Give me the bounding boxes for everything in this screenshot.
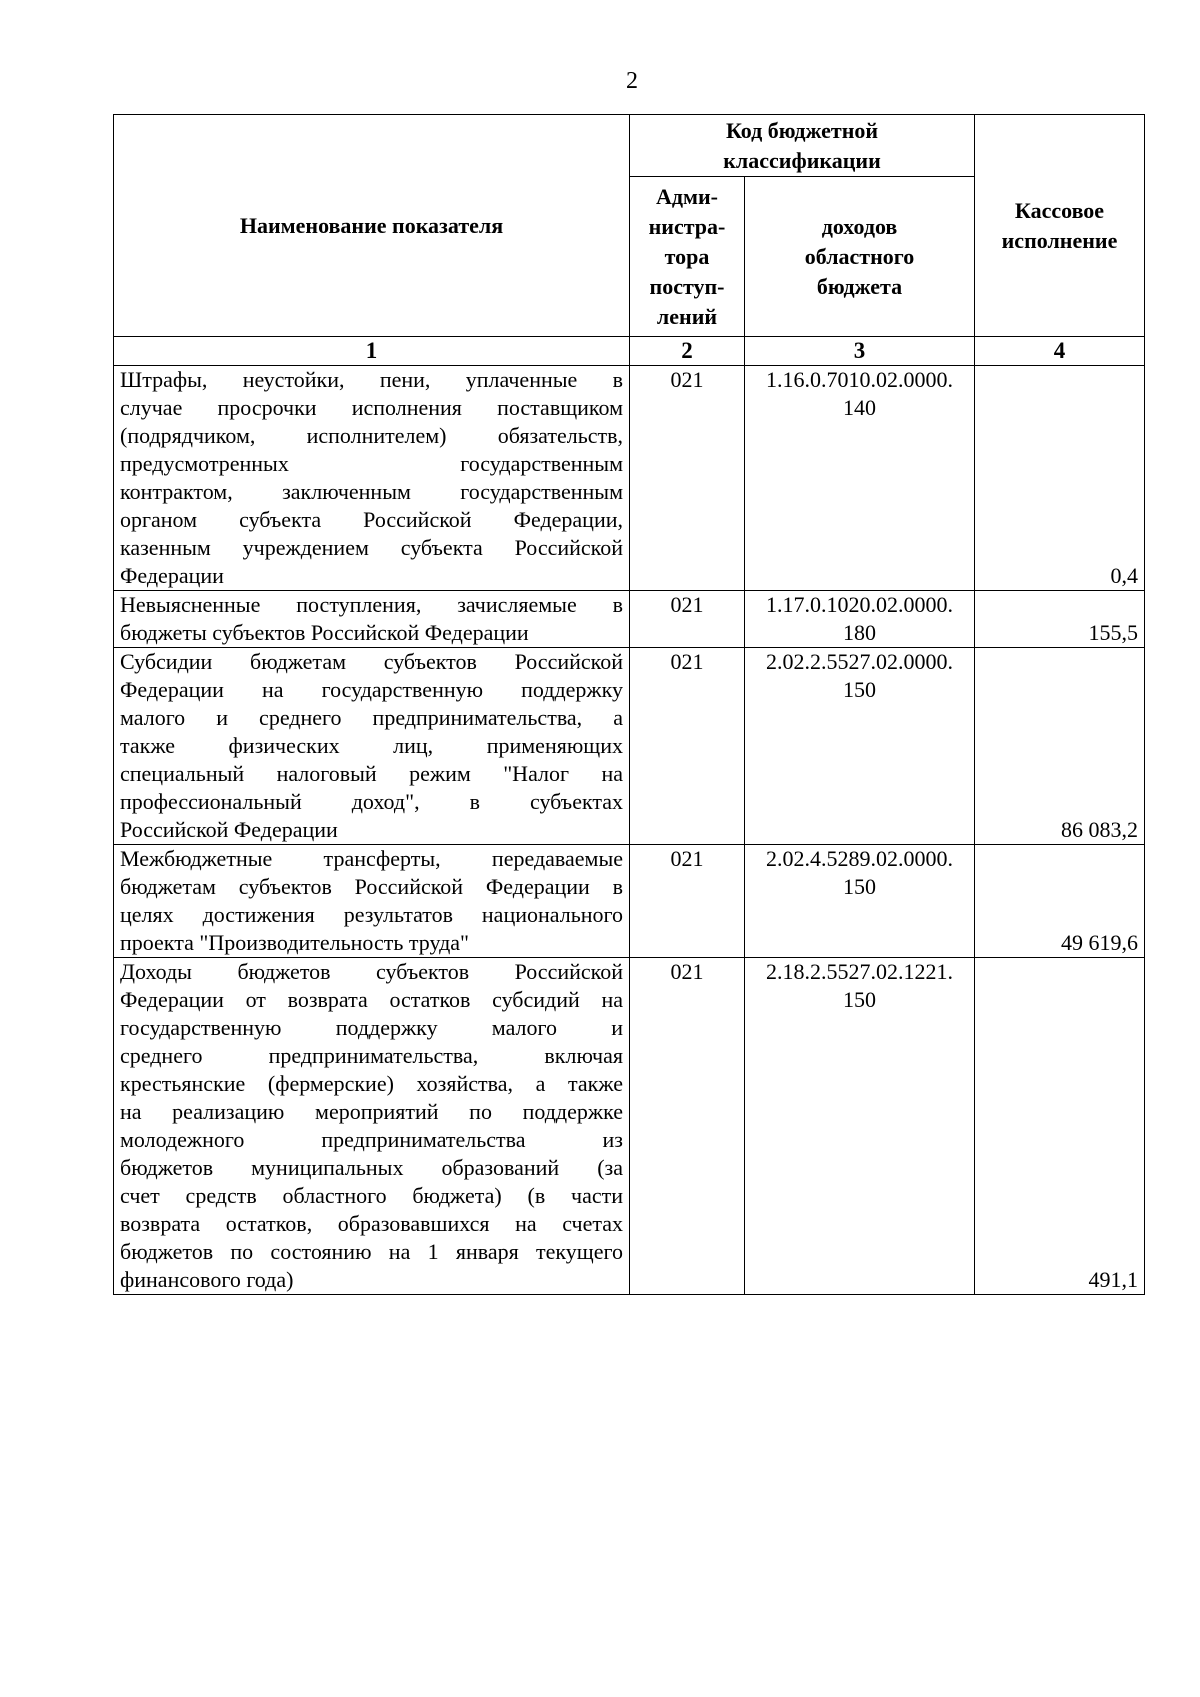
header-budget-code-group: Код бюджетной классификации (630, 115, 975, 177)
table-row (114, 958, 1145, 1295)
indicator-name-line: Штрафы, неустойки, пени, уплаченные в (120, 367, 623, 392)
indicator-name-cell (114, 958, 630, 1295)
indicator-name-line: Российской Федерации (120, 817, 338, 842)
indicator-name-line: целях достижения результатов национального (120, 902, 623, 927)
indicator-name-line: также физических лиц, применяющих (120, 733, 623, 758)
header-admin-line: тора (664, 243, 710, 269)
header-admin-line: поступ- (649, 273, 725, 299)
administrator-code-cell: 021 (630, 958, 745, 1295)
indicator-name-line: Межбюджетные трансферты, передаваемые (120, 846, 623, 871)
income-code-line: 150 (843, 677, 876, 702)
indicator-name-cell (114, 591, 630, 648)
page-number: 2 (626, 68, 638, 94)
indicator-name-line: Доходы бюджетов субъектов Российской (120, 959, 623, 984)
header-cash-line: исполнение (1001, 227, 1118, 253)
column-numbers-row (114, 337, 1145, 366)
table-row (114, 366, 1145, 591)
cash-execution-amount: 49 619,6 (975, 845, 1145, 958)
header-income-line: областного (804, 243, 915, 269)
administrator-code-cell: 021 (630, 845, 745, 958)
budget-table (113, 114, 1145, 1295)
indicator-name-cell (114, 648, 630, 845)
indicator-name-line: финансового года) (120, 1267, 294, 1292)
header-income-line: доходов (821, 213, 898, 239)
income-code-line: 140 (843, 395, 876, 420)
header-indicator-name: Наименование показателя (114, 115, 630, 337)
indicator-name-line: возврата остатков, образовавшихся на счетах (120, 1211, 623, 1236)
cash-execution-amount: 491,1 (975, 958, 1145, 1295)
column-number: 3 (745, 337, 975, 366)
indicator-name-line: Субсидии бюджетам субъектов Российской (120, 649, 623, 674)
income-code-cell (745, 648, 975, 845)
indicator-name-line: казенным учреждением субъекта Российской (120, 535, 623, 560)
indicator-name-line: предусмотренных государственным (120, 451, 623, 476)
header-cash-execution (975, 115, 1145, 337)
header-admin-line: Адми- (655, 183, 718, 209)
cash-execution-amount: 0,4 (975, 366, 1145, 591)
header-income-code (745, 177, 975, 337)
cash-execution-amount: 155,5 (975, 591, 1145, 648)
indicator-name-line: Невыясненные поступления, зачисляемые в (120, 592, 623, 617)
indicator-name-line: контрактом, заключенным государственным (120, 479, 623, 504)
column-number: 2 (630, 337, 745, 366)
table-row (114, 845, 1145, 958)
header-admin-line: нистра- (648, 213, 726, 239)
table-body (114, 366, 1145, 1295)
indicator-name-line: крестьянские (фермерские) хозяйства, а также (120, 1071, 623, 1096)
indicator-name-line: проекта "Производительность труда" (120, 930, 470, 955)
income-code-line: 180 (843, 620, 876, 645)
indicator-name-line: Федерации на государственную поддержку (120, 677, 623, 702)
administrator-code-cell: 021 (630, 366, 745, 591)
table-row (114, 648, 1145, 845)
indicator-name-cell (114, 845, 630, 958)
indicator-name-line: на реализацию мероприятий по поддержке (120, 1099, 623, 1124)
header-income-line: бюджета (816, 273, 903, 299)
indicator-name-line: молодежного предпринимательства из (120, 1127, 623, 1152)
income-code-line: 1.16.0.7010.02.0000. (766, 367, 953, 392)
column-number: 1 (114, 337, 630, 366)
indicator-name-line: органом субъекта Российской Федерации, (120, 507, 623, 532)
administrator-code-cell: 021 (630, 648, 745, 845)
income-code-cell (745, 591, 975, 648)
indicator-name-line: малого и среднего предпринимательства, а (120, 705, 623, 730)
income-code-cell (745, 845, 975, 958)
indicator-name-line: случае просрочки исполнения поставщиком (120, 395, 623, 420)
header-admin-line: лений (656, 303, 718, 329)
income-code-cell (745, 366, 975, 591)
table-row (114, 591, 1145, 648)
indicator-name-line: бюджетам субъектов Российской Федерации в (120, 874, 623, 899)
income-code-line: 2.02.2.5527.02.0000. (766, 649, 953, 674)
indicator-name-line: государственную поддержку малого и (120, 1015, 623, 1040)
indicator-name-line: бюджетов по состоянию на 1 января текущего (120, 1239, 623, 1264)
income-code-line: 2.18.2.5527.02.1221. (766, 959, 953, 984)
indicator-name-line: (подрядчиком, исполнителем) обязательств, (120, 423, 623, 448)
administrator-code-cell: 021 (630, 591, 745, 648)
header-administrator (630, 177, 745, 337)
indicator-name-line: Федерации (120, 563, 224, 588)
indicator-name-line: среднего предпринимательства, включая (120, 1043, 623, 1068)
income-code-line: 150 (843, 874, 876, 899)
indicator-name-line: профессиональный доход", в субъектах (120, 789, 623, 814)
income-code-line: 150 (843, 987, 876, 1012)
income-code-cell (745, 958, 975, 1295)
indicator-name-line: бюджеты субъектов Российской Федерации (120, 620, 529, 645)
income-code-line: 2.02.4.5289.02.0000. (766, 846, 953, 871)
indicator-name-line: Федерации от возврата остатков субсидий на (120, 987, 623, 1012)
column-number: 4 (975, 337, 1145, 366)
indicator-name-cell (114, 366, 630, 591)
header-cash-line: Кассовое (1014, 197, 1105, 223)
income-code-line: 1.17.0.1020.02.0000. (766, 592, 953, 617)
indicator-name-line: счет средств областного бюджета) (в части (120, 1183, 623, 1208)
cash-execution-amount: 86 083,2 (975, 648, 1145, 845)
indicator-name-line: специальный налоговый режим "Налог на (120, 761, 623, 786)
indicator-name-line: бюджетов муниципальных образований (за (120, 1155, 623, 1180)
